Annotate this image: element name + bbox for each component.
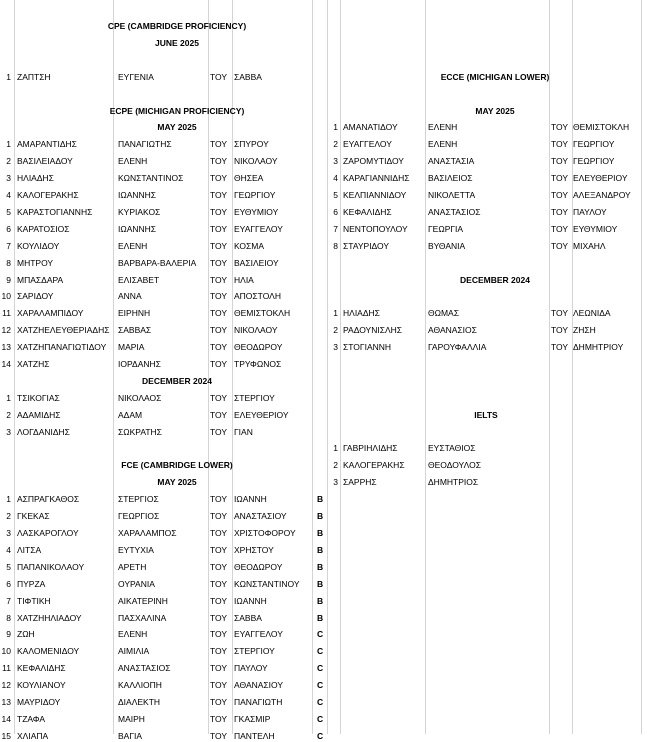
surname-cell: ΑΜΑΡΑΝΤΙΔΗΣ: [17, 139, 77, 149]
first-name-cell: ΟΥΡΑΝΙΑ: [118, 579, 155, 589]
surname-cell: ΣΑΡΙΔΟΥ: [17, 291, 54, 301]
first-name-cell: ΚΥΡΙΑΚΟΣ: [118, 207, 161, 217]
father-name-cell: ΘΕΟΔΩΡΟΥ: [234, 562, 283, 572]
row-number: 3: [333, 477, 338, 487]
surname-cell: ΚΑΡΑΤΟΣΙΟΣ: [17, 224, 70, 234]
tou-cell: ΤΟΥ: [210, 511, 228, 521]
surname-cell: ΖΩΗ: [17, 629, 35, 639]
tou-cell: ΤΟΥ: [210, 291, 228, 301]
first-name-cell: ΙΩΑΝΝΗΣ: [118, 224, 157, 234]
first-name-cell: ΠΑΝΑΓΙΩΤΗΣ: [118, 139, 172, 149]
first-name-cell: ΚΩΝΣΤΑΝΤΙΝΟΣ: [118, 173, 184, 183]
tou-cell: ΤΟΥ: [551, 173, 569, 183]
tou-cell: ΤΟΥ: [210, 613, 228, 623]
surname-cell: ΛΙΤΣΑ: [17, 545, 42, 555]
grade-cell: C: [317, 663, 324, 673]
row-number: 9: [6, 629, 11, 639]
tou-cell: ΤΟΥ: [551, 325, 569, 335]
father-name-cell: ΒΑΣΙΛΕΙΟΥ: [234, 258, 279, 268]
tou-cell: ΤΟΥ: [551, 122, 569, 132]
first-name-cell: ΒΥΘΑΝΙΑ: [428, 241, 466, 251]
row-number: 3: [333, 156, 338, 166]
surname-cell: ΚΑΛΟΓΕΡΑΚΗΣ: [343, 460, 405, 470]
surname-cell: ΚΑΡΑΣΤΟΓΙΑΝΝΗΣ: [17, 207, 93, 217]
tou-cell: ΤΟΥ: [210, 224, 228, 234]
first-name-cell: ΒΑΣΙΛΕΙΟΣ: [428, 173, 473, 183]
surname-cell: ΧΑΡΑΛΑΜΠΙΔΟΥ: [17, 308, 84, 318]
tou-cell: ΤΟΥ: [210, 528, 228, 538]
father-name-cell: ΙΩΑΝΝΗ: [234, 494, 267, 504]
grade-cell: C: [317, 629, 324, 639]
row-number: 2: [333, 460, 338, 470]
first-name-cell: ΓΑΡΟΥΦΑΛΛΙΑ: [428, 342, 487, 352]
row-number: 1: [6, 494, 11, 504]
row-number: 4: [6, 545, 11, 555]
father-name-cell: ΠΑΝΤΕΛΗ: [234, 731, 275, 741]
surname-cell: ΖΑΡΟΜΥΤΙΔΟΥ: [343, 156, 404, 166]
tou-cell: ΤΟΥ: [210, 663, 228, 673]
row-number: 2: [6, 156, 11, 166]
father-name-cell: ΤΡΥΦΩΝΟΣ: [234, 359, 282, 369]
father-name-cell: ΑΠΟΣΤΟΛΗ: [234, 291, 281, 301]
tou-cell: ΤΟΥ: [551, 139, 569, 149]
father-name-cell: ΘΕΟΔΩΡΟΥ: [234, 342, 283, 352]
grade-cell: C: [317, 680, 324, 690]
surname-cell: ΣΑΡΡΗΣ: [343, 477, 377, 487]
session-label: DECEMBER 2024: [460, 275, 530, 285]
surname-cell: ΖΑΠΤΣΗ: [17, 72, 51, 82]
surname-cell: ΛΟΓΔΑΝΙΔΗΣ: [17, 427, 70, 437]
first-name-cell: ΑΙΜΙΛΙΑ: [118, 646, 150, 656]
first-name-cell: ΑΝΑΣΤΑΣΙΑ: [428, 156, 475, 166]
tou-cell: ΤΟΥ: [210, 393, 228, 403]
surname-cell: ΗΛΙΑΔΗΣ: [17, 173, 54, 183]
surname-cell: ΤΖΑΦΑ: [17, 714, 46, 724]
surname-cell: ΓΚΕΚΑΣ: [17, 511, 50, 521]
session-label: MAY 2025: [475, 106, 515, 116]
surname-cell: ΒΑΣΙΛΕΙΑΔΟΥ: [17, 156, 73, 166]
tou-cell: ΤΟΥ: [210, 173, 228, 183]
surname-cell: ΚΑΛΟΓΕΡΑΚΗΣ: [17, 190, 79, 200]
grade-cell: B: [317, 562, 324, 572]
section-title: ECPE (MICHIGAN PROFICIENCY): [109, 106, 245, 116]
grade-cell: C: [317, 714, 324, 724]
row-number: 12: [1, 325, 11, 335]
surname-cell: ΠΥΡΖΑ: [17, 579, 46, 589]
row-number: 8: [333, 241, 338, 251]
surname-cell: ΧΛΙΑΠΑ: [17, 731, 49, 741]
tou-cell: ΤΟΥ: [551, 207, 569, 217]
first-name-cell: ΕΥΤΥΧΙΑ: [118, 545, 154, 555]
tou-cell: ΤΟΥ: [210, 308, 228, 318]
tou-cell: ΤΟΥ: [210, 596, 228, 606]
tou-cell: ΤΟΥ: [210, 629, 228, 639]
tou-cell: ΤΟΥ: [210, 275, 228, 285]
surname-cell: ΑΣΠΡΑΓΚΑΘΟΣ: [17, 494, 80, 504]
row-number: 1: [6, 72, 11, 82]
father-name-cell: ΓΕΩΡΓΙΟΥ: [573, 156, 615, 166]
row-number: 6: [333, 207, 338, 217]
father-name-cell: ΓΙΑΝ: [234, 427, 253, 437]
tou-cell: ΤΟΥ: [210, 680, 228, 690]
tou-cell: ΤΟΥ: [210, 494, 228, 504]
father-name-cell: ΓΚΑΣΜΙΡ: [234, 714, 271, 724]
tou-cell: ΤΟΥ: [210, 714, 228, 724]
surname-cell: ΚΕΛΠΙΑΝΝΙΔΟΥ: [343, 190, 407, 200]
tou-cell: ΤΟΥ: [210, 410, 228, 420]
row-number: 4: [6, 190, 11, 200]
section-title: IELTS: [474, 410, 498, 420]
session-label: MAY 2025: [157, 477, 197, 487]
first-name-cell: ΕΛΕΝΗ: [118, 241, 148, 251]
surname-cell: ΜΠΑΣΔΑΡΑ: [17, 275, 64, 285]
surname-cell: ΚΑΡΑΓΙΑΝΝΙΔΗΣ: [343, 173, 410, 183]
row-number: 2: [333, 139, 338, 149]
section-title: ECCE (MICHIGAN LOWER): [440, 72, 550, 82]
row-number: 1: [333, 308, 338, 318]
first-name-cell: ΕΛΕΝΗ: [118, 629, 148, 639]
tou-cell: ΤΟΥ: [210, 241, 228, 251]
father-name-cell: ΖΗΣΗ: [573, 325, 596, 335]
grade-cell: B: [317, 494, 324, 504]
tou-cell: ΤΟΥ: [551, 241, 569, 251]
surname-cell: ΑΜΑΝΑΤΙΔΟΥ: [343, 122, 398, 132]
surname-cell: ΚΟΥΛΙΑΝΟΥ: [17, 680, 66, 690]
tou-cell: ΤΟΥ: [210, 190, 228, 200]
surname-cell: ΧΑΤΖΗΠΑΝΑΓΙΩΤΙΔΟΥ: [17, 342, 107, 352]
tou-cell: ΤΟΥ: [210, 207, 228, 217]
first-name-cell: ΝΙΚΟΛΑΟΣ: [118, 393, 162, 403]
first-name-cell: ΑΝΑΣΤΑΣΙΟΣ: [428, 207, 481, 217]
first-name-cell: ΒΑΓΙΑ: [118, 731, 143, 741]
grade-cell: B: [317, 579, 324, 589]
surname-cell: ΚΑΛΟΜΕΝΙΔΟΥ: [17, 646, 80, 656]
first-name-cell: ΔΗΜΗΤΡΙΟΣ: [428, 477, 479, 487]
first-name-cell: ΙΩΑΝΝΗΣ: [118, 190, 157, 200]
grade-cell: B: [317, 528, 324, 538]
father-name-cell: ΓΕΩΡΓΙΟΥ: [234, 190, 276, 200]
father-name-cell: ΕΥΑΓΓΕΛΟΥ: [234, 629, 283, 639]
section-title: CPE (CAMBRIDGE PROFICIENCY): [107, 21, 247, 31]
father-name-cell: ΛΕΩΝΙΔΑ: [573, 308, 611, 318]
surname-cell: ΣΤΟΓΙΑΝΝΗ: [343, 342, 392, 352]
surname-cell: ΧΑΤΖΗΕΛΕΥΘΕΡΙΑΔΗΣ: [17, 325, 110, 335]
first-name-cell: ΑΝΝΑ: [118, 291, 142, 301]
tou-cell: ΤΟΥ: [210, 359, 228, 369]
father-name-cell: ΣΤΕΡΓΙΟΥ: [234, 393, 275, 403]
father-name-cell: ΣΑΒΒΑ: [234, 72, 262, 82]
row-number: 10: [1, 291, 11, 301]
tou-cell: ΤΟΥ: [210, 697, 228, 707]
first-name-cell: ΕΙΡΗΝΗ: [118, 308, 151, 318]
surname-cell: ΚΕΦΑΛΙΔΗΣ: [343, 207, 392, 217]
row-number: 8: [6, 613, 11, 623]
father-name-cell: ΕΥΘΥΜΙΟΥ: [234, 207, 279, 217]
tou-cell: ΤΟΥ: [210, 562, 228, 572]
grade-cell: B: [317, 545, 324, 555]
tou-cell: ΤΟΥ: [210, 139, 228, 149]
first-name-cell: ΝΙΚΟΛΕΤΤΑ: [428, 190, 476, 200]
section-title: FCE (CAMBRIDGE LOWER): [121, 460, 233, 470]
tou-cell: ΤΟΥ: [551, 342, 569, 352]
father-name-cell: ΑΘΑΝΑΣΙΟΥ: [234, 680, 284, 690]
father-name-cell: ΧΡΙΣΤΟΦΟΡΟΥ: [234, 528, 296, 538]
grade-cell: C: [317, 646, 324, 656]
tou-cell: ΤΟΥ: [551, 308, 569, 318]
row-number: 14: [1, 359, 11, 369]
surname-cell: ΓΑΒΡΙΗΛΙΔΗΣ: [343, 443, 398, 453]
first-name-cell: ΔΙΑΛΕΚΤΗ: [118, 697, 161, 707]
father-name-cell: ΕΛΕΥΘΕΡΙΟΥ: [573, 173, 628, 183]
row-number: 3: [333, 342, 338, 352]
row-number: 9: [6, 275, 11, 285]
surname-cell: ΜΑΥΡΙΔΟΥ: [17, 697, 61, 707]
father-name-cell: ΜΙΧΑΗΛ: [573, 241, 606, 251]
surname-cell: ΠΑΠΑΝΙΚΟΛΑΟΥ: [17, 562, 85, 572]
father-name-cell: ΚΩΝΣΤΑΝΤΙΝΟΥ: [234, 579, 300, 589]
father-name-cell: ΗΛΙΑ: [234, 275, 254, 285]
first-name-cell: ΕΛΕΝΗ: [118, 156, 148, 166]
father-name-cell: ΑΝΑΣΤΑΣΙΟΥ: [234, 511, 287, 521]
surname-cell: ΤΣΙΚΟΓΙΑΣ: [17, 393, 60, 403]
father-name-cell: ΕΥΑΓΓΕΛΟΥ: [234, 224, 283, 234]
grade-cell: B: [317, 596, 324, 606]
first-name-cell: ΕΥΣΤΑΘΙΟΣ: [428, 443, 476, 453]
grade-cell: B: [317, 613, 324, 623]
tou-cell: ΤΟΥ: [210, 72, 228, 82]
first-name-cell: ΜΑΙΡΗ: [118, 714, 145, 724]
surname-cell: ΛΑΣΚΑΡΟΓΛΟΥ: [17, 528, 79, 538]
row-number: 2: [6, 511, 11, 521]
tou-cell: ΤΟΥ: [210, 342, 228, 352]
surname-cell: ΝΕΝΤΟΠΟΥΛΟΥ: [343, 224, 408, 234]
father-name-cell: ΣΠΥΡΟΥ: [234, 139, 269, 149]
session-label: MAY 2025: [157, 122, 197, 132]
first-name-cell: ΣΤΕΡΓΙΟΣ: [118, 494, 159, 504]
tou-cell: ΤΟΥ: [210, 258, 228, 268]
grade-cell: C: [317, 731, 324, 741]
father-name-cell: ΕΥΘΥΜΙΟΥ: [573, 224, 618, 234]
row-number: 6: [6, 579, 11, 589]
surname-cell: ΣΤΑΥΡΙΔΟΥ: [343, 241, 390, 251]
row-number: 7: [6, 596, 11, 606]
row-number: 6: [6, 224, 11, 234]
row-number: 11: [2, 663, 11, 673]
row-number: 2: [333, 325, 338, 335]
tou-cell: ΤΟΥ: [210, 545, 228, 555]
first-name-cell: ΘΩΜΑΣ: [428, 308, 459, 318]
row-number: 3: [6, 528, 11, 538]
tou-cell: ΤΟΥ: [551, 224, 569, 234]
first-name-cell: ΑΡΕΤΗ: [118, 562, 147, 572]
first-name-cell: ΕΛΙΣΑΒΕΤ: [118, 275, 160, 285]
row-number: 7: [6, 241, 11, 251]
first-name-cell: ΕΥΓΕΝΙΑ: [118, 72, 154, 82]
father-name-cell: ΓΕΩΡΓΙΟΥ: [573, 139, 615, 149]
surname-cell: ΚΟΥΛΙΔΟΥ: [17, 241, 60, 251]
surname-cell: ΧΑΤΖΗΣ: [17, 359, 50, 369]
first-name-cell: ΕΛΕΝΗ: [428, 122, 458, 132]
father-name-cell: ΕΛΕΥΘΕΡΙΟΥ: [234, 410, 289, 420]
first-name-cell: ΓΕΩΡΓΙΑ: [428, 224, 464, 234]
surname-cell: ΜΗΤΡΟΥ: [17, 258, 54, 268]
row-number: 1: [6, 139, 11, 149]
father-name-cell: ΝΙΚΟΛΑΟΥ: [234, 156, 278, 166]
tou-cell: ΤΟΥ: [210, 731, 228, 741]
first-name-cell: ΑΝΑΣΤΑΣΙΟΣ: [118, 663, 171, 673]
row-number: 11: [2, 308, 11, 318]
surname-cell: ΧΑΤΖΗΗΛΙΑΔΟΥ: [17, 613, 82, 623]
father-name-cell: ΘΕΜΙΣΤΟΚΛΗ: [234, 308, 291, 318]
first-name-cell: ΣΑΒΒΑΣ: [118, 325, 152, 335]
father-name-cell: ΙΩΑΝΝΗ: [234, 596, 267, 606]
row-number: 14: [1, 714, 11, 724]
father-name-cell: ΧΡΗΣΤΟΥ: [234, 545, 274, 555]
father-name-cell: ΝΙΚΟΛΑΟΥ: [234, 325, 278, 335]
first-name-cell: ΙΟΡΔΑΝΗΣ: [118, 359, 161, 369]
father-name-cell: ΣΑΒΒΑ: [234, 613, 262, 623]
row-number: 13: [1, 342, 11, 352]
row-number: 3: [6, 427, 11, 437]
row-number: 1: [333, 443, 338, 453]
tou-cell: ΤΟΥ: [551, 156, 569, 166]
row-number: 8: [6, 258, 11, 268]
row-number: 1: [333, 122, 338, 132]
surname-cell: ΚΕΦΑΛΙΔΗΣ: [17, 663, 66, 673]
first-name-cell: ΓΕΩΡΓΙΟΣ: [118, 511, 160, 521]
father-name-cell: ΘΕΜΙΣΤΟΚΛΗ: [573, 122, 630, 132]
row-number: 4: [333, 173, 338, 183]
father-name-cell: ΠΑΥΛΟΥ: [234, 663, 268, 673]
father-name-cell: ΑΛΕΞΑΝΔΡΟΥ: [573, 190, 631, 200]
row-number: 5: [6, 562, 11, 572]
surname-cell: ΡΑΔΟΥΝΙΣΛΗΣ: [343, 325, 403, 335]
father-name-cell: ΔΗΜΗΤΡΙΟΥ: [573, 342, 624, 352]
grade-cell: B: [317, 511, 324, 521]
surname-cell: ΕΥΑΓΓΕΛΟΥ: [343, 139, 392, 149]
grade-cell: C: [317, 697, 324, 707]
row-number: 13: [1, 697, 11, 707]
first-name-cell: ΑΔΑΜ: [118, 410, 143, 420]
row-number: 10: [1, 646, 11, 656]
first-name-cell: ΣΩΚΡΑΤΗΣ: [118, 427, 162, 437]
session-label: DECEMBER 2024: [142, 376, 212, 386]
row-number: 2: [6, 410, 11, 420]
first-name-cell: ΘΕΟΔΟΥΛΟΣ: [428, 460, 481, 470]
surname-cell: ΗΛΙΑΔΗΣ: [343, 308, 380, 318]
father-name-cell: ΣΤΕΡΓΙΟΥ: [234, 646, 275, 656]
first-name-cell: ΕΛΕΝΗ: [428, 139, 458, 149]
father-name-cell: ΠΑΥΛΟΥ: [573, 207, 607, 217]
surname-cell: ΤΙΦΤΙΚΗ: [17, 596, 51, 606]
row-number: 1: [6, 393, 11, 403]
father-name-cell: ΘΗΣΕΑ: [234, 173, 264, 183]
row-number: 3: [6, 173, 11, 183]
first-name-cell: ΠΑΣΧΑΛΙΝΑ: [118, 613, 167, 623]
father-name-cell: ΚΟΣΜΑ: [234, 241, 265, 251]
tou-cell: ΤΟΥ: [551, 190, 569, 200]
tou-cell: ΤΟΥ: [210, 646, 228, 656]
session-label: JUNE 2025: [155, 38, 199, 48]
first-name-cell: ΚΑΛΛΙΟΠΗ: [118, 680, 162, 690]
tou-cell: ΤΟΥ: [210, 156, 228, 166]
first-name-cell: ΑΙΚΑΤΕΡΙΝΗ: [118, 596, 168, 606]
row-number: 7: [333, 224, 338, 234]
row-number: 5: [6, 207, 11, 217]
surname-cell: ΑΔΑΜΙΔΗΣ: [17, 410, 61, 420]
row-number: 12: [1, 680, 11, 690]
row-number: 5: [333, 190, 338, 200]
tou-cell: ΤΟΥ: [210, 579, 228, 589]
first-name-cell: ΒΑΡΒΑΡΑ-ΒΑΛΕΡΙΑ: [118, 258, 197, 268]
first-name-cell: ΧΑΡΑΛΑΜΠΟΣ: [118, 528, 177, 538]
tou-cell: ΤΟΥ: [210, 325, 228, 335]
father-name-cell: ΠΑΝΑΓΙΩΤΗ: [234, 697, 283, 707]
first-name-cell: ΜΑΡΙΑ: [118, 342, 145, 352]
tou-cell: ΤΟΥ: [210, 427, 228, 437]
row-number: 15: [1, 731, 11, 741]
first-name-cell: ΑΘΑΝΑΣΙΟΣ: [428, 325, 477, 335]
